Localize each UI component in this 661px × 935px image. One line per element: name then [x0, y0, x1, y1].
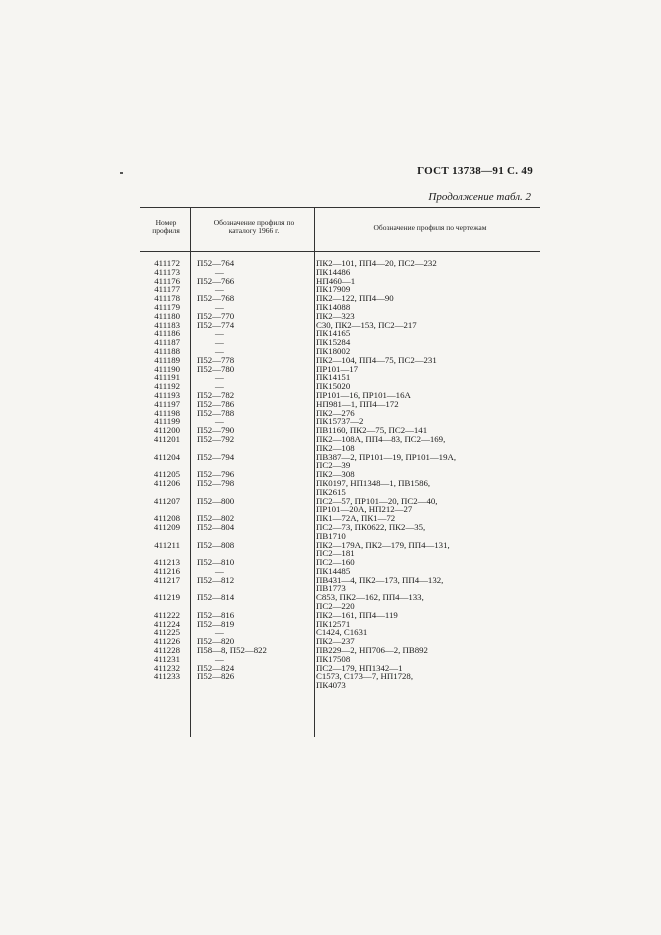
catalog-designation: П52—778	[197, 354, 235, 365]
profile-number: 411189	[154, 354, 180, 365]
profile-number: 411226	[153, 636, 180, 647]
drawing-designation: ПР101—17	[316, 363, 359, 374]
profile-number: 411216	[153, 565, 180, 576]
profile-number: 411176	[154, 275, 180, 286]
profile-number: 411179	[154, 301, 180, 312]
scan-speck	[120, 172, 123, 174]
table-body	[140, 259, 540, 690]
catalog-designation: П52—808	[197, 539, 235, 550]
profile-number: 411232	[153, 662, 180, 673]
catalog-designation: П52—810	[197, 557, 235, 568]
profile-number: 411177	[154, 284, 180, 295]
catalog-designation: —	[215, 284, 224, 295]
drawing-designation: С30, ПК2—153, ПС2—217	[316, 319, 417, 330]
drawing-designation: ПК1—72А, ПК1—72	[316, 513, 396, 524]
drawing-designation: ПР101—16, ПР101—16А	[316, 389, 411, 400]
catalog-designation: —	[215, 372, 224, 383]
drawing-designation: ПР101—20А, НП212—27	[316, 504, 413, 515]
drawing-designation: ПК2—161, ПП4—119	[316, 609, 398, 620]
drawing-designation: ПК2—308	[316, 469, 355, 480]
profile-number: 411192	[154, 381, 180, 392]
profile-number: 411191	[154, 372, 180, 383]
profile-number: 411198	[154, 407, 180, 418]
profile-number: 411173	[154, 266, 180, 277]
drawing-designation: ПК2—179А, ПК2—179, ПП4—131,	[316, 539, 450, 550]
drawing-designation: НП981—1, ПП4—172	[316, 398, 399, 409]
profile-number: 411197	[154, 398, 180, 409]
catalog-designation: П52—824	[197, 662, 235, 673]
drawing-designation: НП460—1	[316, 275, 356, 286]
drawing-designation: С1424, С1631	[316, 627, 368, 638]
catalog-designation: —	[215, 627, 224, 638]
drawing-designation: ПК4073	[316, 680, 346, 691]
catalog-designation: П52—768	[197, 293, 235, 304]
profile-number: 411206	[153, 477, 180, 488]
catalog-designation: П52—819	[197, 618, 235, 629]
drawing-designation: С1573, С173—7, НП1728,	[316, 671, 414, 682]
drawing-designation: ПК14165	[316, 328, 351, 339]
catalog-designation: —	[215, 328, 224, 339]
profile-number: 411205	[153, 469, 180, 480]
drawing-designation: ПК2—108А, ПП4—83, ПС2—169,	[316, 433, 446, 444]
catalog-designation: П52—798	[197, 477, 235, 488]
drawing-designation: ПК2—122, ПП4—90	[316, 293, 394, 304]
column-header-catalog: Обозначение профиля по каталогу 1966 г.	[213, 218, 295, 235]
profile-number: 411204	[153, 451, 180, 462]
drawing-designation: ПВ229—2, НП706—2, ПВ892	[316, 645, 428, 656]
column-header-number: Номер профиля	[152, 218, 180, 235]
catalog-designation: П52—774	[197, 319, 235, 330]
document-reference: ГОСТ 13738—91 С. 49	[417, 165, 533, 177]
profile-number: 411213	[153, 557, 180, 568]
drawing-designation: ПВ431—4, ПК2—173, ПП4—132,	[316, 574, 444, 585]
profile-number: 411172	[154, 258, 180, 268]
drawing-designation: ПК14088	[316, 301, 351, 312]
profile-number: 411231	[153, 653, 180, 664]
profile-number: 411225	[153, 627, 180, 638]
drawing-designation: ПК2—108	[316, 442, 355, 453]
drawing-designation: ПС2—57, ПР101—20, ПС2—40,	[316, 495, 438, 506]
catalog-designation: —	[215, 337, 224, 348]
profile-number: 411233	[153, 671, 180, 682]
profile-number: 411211	[154, 539, 180, 550]
drawing-designation: ПК0197, НП1348—1, ПВ1586,	[316, 477, 431, 488]
drawing-designation: ПК2—276	[316, 407, 355, 418]
profile-number: 411180	[154, 310, 180, 321]
catalog-designation: П52—814	[197, 592, 235, 603]
drawing-designation: ПК15020	[316, 381, 351, 392]
catalog-designation: —	[215, 565, 224, 576]
drawing-designation: ПК15284	[316, 337, 351, 348]
drawing-designation: ПК15737—2	[316, 416, 364, 427]
table-top-rule	[140, 207, 540, 208]
drawing-designation: С853, ПК2—162, ПП4—133,	[316, 592, 424, 603]
profile-number: 411178	[154, 293, 180, 304]
catalog-designation: П52—820	[197, 636, 235, 647]
catalog-designation: П52—788	[197, 407, 235, 418]
profile-number: 411217	[153, 574, 180, 585]
drawing-designation: ПК14485	[316, 565, 351, 576]
catalog-designation: П52—802	[197, 513, 235, 524]
table-row	[140, 681, 540, 690]
drawing-designation: ПК18002	[316, 345, 351, 356]
catalog-designation: П52—782	[197, 389, 235, 400]
profile-number: 411201	[153, 433, 180, 444]
profile-number: 411193	[154, 389, 180, 400]
drawing-designation: ПК2615	[316, 486, 346, 497]
catalog-designation: П52—804	[197, 521, 235, 532]
drawing-designation: ПК17508	[316, 653, 351, 664]
profile-number: 411200	[153, 425, 180, 436]
drawing-designation: ПС2—181	[316, 548, 355, 559]
table-continuation-label: Продолжение табл. 2	[428, 191, 531, 203]
profile-number: 411208	[153, 513, 180, 524]
table-header-rule	[140, 251, 540, 252]
drawing-designation: ПК2—104, ПП4—75, ПС2—231	[316, 354, 437, 365]
catalog-designation: П52—766	[197, 275, 235, 286]
catalog-designation: —	[215, 653, 224, 664]
catalog-designation: П52—812	[197, 574, 235, 585]
catalog-designation: П52—796	[197, 469, 235, 480]
column-header-drawing: Обозначение профиля по чертежам	[373, 223, 487, 232]
profile-number: 411187	[154, 337, 180, 348]
drawing-designation: ПС2—179, НП1342—1	[316, 662, 403, 673]
profile-number: 411199	[154, 416, 180, 427]
catalog-designation: П52—826	[197, 671, 235, 682]
catalog-designation: —	[215, 301, 224, 312]
drawing-designation: ПК2—323	[316, 310, 355, 321]
profile-number: 411224	[153, 618, 180, 629]
profile-number: 411188	[154, 345, 180, 356]
drawing-designation: ПС2—220	[316, 601, 355, 612]
drawing-designation: ПВ1160, ПК2—75, ПС2—141	[316, 425, 428, 436]
catalog-designation: —	[215, 381, 224, 392]
drawing-designation: ПК14151	[316, 372, 351, 383]
profile-number: 411228	[153, 645, 180, 656]
drawing-designation: ПС2—73, ПК0622, ПК2—35,	[316, 521, 426, 532]
drawing-designation: ПВ1773	[316, 583, 346, 594]
catalog-designation: —	[215, 416, 224, 427]
catalog-designation: П58—8, П52—822	[197, 645, 267, 656]
catalog-designation: П52—800	[197, 495, 235, 506]
catalog-designation: П52—786	[197, 398, 235, 409]
drawing-designation: ПС2—160	[316, 557, 355, 568]
catalog-designation: П52—794	[197, 451, 235, 462]
drawing-designation: ПК12571	[316, 618, 351, 629]
profile-number: 411209	[153, 521, 180, 532]
profile-number: 411219	[153, 592, 180, 603]
drawing-designation: ПС2—39	[316, 460, 351, 471]
profile-number: 411190	[154, 363, 180, 374]
drawing-designation: ПВ1710	[316, 530, 346, 541]
catalog-designation: —	[215, 266, 224, 277]
profile-number: 411207	[153, 495, 180, 506]
catalog-designation: П52—790	[197, 425, 235, 436]
drawing-designation: ПВ387—2, ПР101—19, ПР101—19А,	[316, 451, 457, 462]
drawing-designation: ПК2—237	[316, 636, 355, 647]
catalog-designation: —	[215, 345, 224, 356]
drawing-designation: ПК17909	[316, 284, 351, 295]
catalog-designation: П52—780	[197, 363, 235, 374]
catalog-designation: П52—770	[197, 310, 235, 321]
drawing-designation: ПК14486	[316, 266, 351, 277]
catalog-designation: П52—764	[197, 258, 235, 268]
profile-number: 411183	[154, 319, 180, 330]
drawing-designation: ПК2—101, ПП4—20, ПС2—232	[316, 258, 437, 268]
catalog-designation: П52—816	[197, 609, 235, 620]
catalog-designation: П52—792	[197, 433, 235, 444]
profile-number: 411186	[154, 328, 180, 339]
profile-number: 411222	[153, 609, 180, 620]
